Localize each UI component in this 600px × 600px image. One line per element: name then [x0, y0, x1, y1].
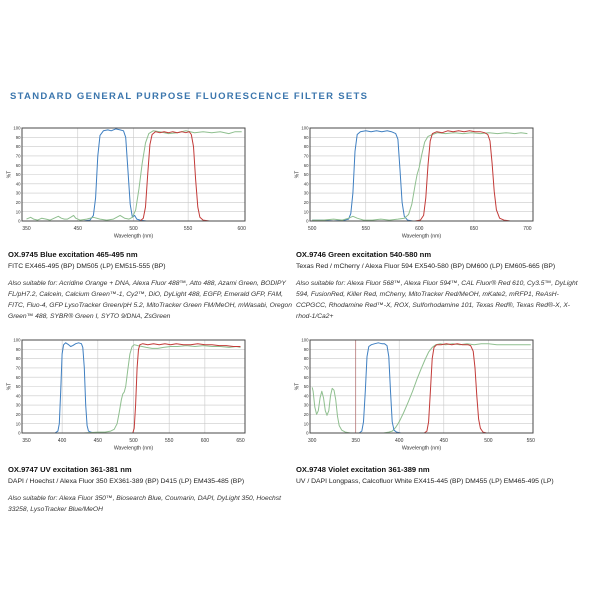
- svg-text:350: 350: [351, 438, 360, 444]
- svg-text:60: 60: [15, 374, 21, 380]
- svg-text:350: 350: [22, 438, 31, 444]
- svg-text:%T: %T: [6, 382, 13, 391]
- svg-text:10: 10: [303, 421, 309, 427]
- filter-set-heading: OX.9747 UV excitation 361-381 nm: [8, 465, 132, 474]
- svg-text:90: 90: [303, 346, 309, 352]
- filter-spec-line: Texas Red / mCherry / Alexa Fluor 594 EX540-580 (BP) DM600 (LP) EM605-665 (BP): [296, 263, 556, 270]
- svg-text:Wavelength (nm): Wavelength (nm): [113, 233, 154, 240]
- svg-text:70: 70: [15, 153, 21, 159]
- svg-text:70: 70: [303, 153, 309, 159]
- dichroic-longpass DM600: [312, 133, 527, 220]
- svg-text:350: 350: [22, 226, 31, 232]
- svg-text:300: 300: [308, 438, 317, 444]
- svg-text:60: 60: [303, 162, 309, 168]
- svg-text:650: 650: [236, 438, 245, 444]
- svg-text:90: 90: [15, 346, 21, 352]
- svg-text:450: 450: [439, 438, 448, 444]
- svg-text:10: 10: [15, 421, 21, 427]
- svg-text:100: 100: [13, 337, 21, 343]
- emission-bandpass EM515-555: [129, 132, 218, 221]
- svg-text:20: 20: [303, 200, 309, 205]
- svg-text:30: 30: [303, 190, 309, 196]
- svg-text:80: 80: [303, 144, 309, 150]
- svg-text:700: 700: [523, 226, 532, 232]
- filter-set-block-ox9745: [8, 250, 293, 322]
- svg-text:50: 50: [15, 172, 21, 178]
- svg-text:20: 20: [15, 200, 21, 205]
- also-suitable-text: Also suitable for: Acridine Orange + DNA, Alexa Fluor 488™, Atto 488, Azami Green, BODIPY FL/pH7.2, Calcein, Calcium Green™-1, Cy2™, DiO, DyLight 488, EGFP, Emerald GFP, FAM, FITC, Fluo-4, GFP LysoTracker Green/pH 5.2, MitoTracker Green FM/MeOH, mWasabi, Oregon Green™ 488, SYBR® Green I, SYTO 9/DNA, ZsGreen: [8, 280, 292, 320]
- svg-text:Wavelength (nm): Wavelength (nm): [113, 445, 154, 452]
- svg-text:450: 450: [93, 438, 102, 444]
- svg-text:650: 650: [469, 226, 479, 232]
- dichroic-longpass DM505: [27, 131, 242, 220]
- svg-text:0: 0: [306, 430, 309, 436]
- svg-text:450: 450: [73, 226, 82, 232]
- svg-text:Wavelength (nm): Wavelength (nm): [401, 233, 442, 240]
- svg-text:400: 400: [57, 438, 67, 444]
- filter-set-heading: OX.9745 Blue excitation 465-495 nm: [8, 250, 138, 259]
- svg-text:600: 600: [200, 438, 210, 444]
- svg-text:400: 400: [395, 438, 404, 444]
- svg-text:0: 0: [306, 218, 309, 224]
- svg-text:%T: %T: [294, 170, 301, 179]
- filter-set-block-ox9746: [296, 250, 583, 322]
- dichroic-longpass DM455: [312, 344, 531, 433]
- svg-text:40: 40: [303, 393, 309, 399]
- emission-longpass EM435-485: [128, 344, 241, 433]
- svg-text:40: 40: [15, 181, 21, 187]
- chart-canvas: [6, 335, 250, 457]
- svg-text:80: 80: [15, 356, 21, 362]
- svg-text:550: 550: [165, 438, 174, 444]
- svg-text:600: 600: [415, 226, 424, 232]
- svg-text:50: 50: [15, 384, 21, 390]
- svg-text:100: 100: [13, 125, 21, 131]
- svg-text:20: 20: [303, 412, 309, 417]
- filter-set-block-ox9748: [296, 465, 583, 494]
- svg-text:60: 60: [15, 162, 21, 168]
- svg-text:100: 100: [301, 337, 309, 343]
- svg-text:30: 30: [15, 190, 21, 196]
- svg-text:550: 550: [361, 226, 370, 232]
- also-suitable-text: Also suitable for: Alexa Fluor 350™, Biosearch Blue, Coumarin, DAPI, DyLight 350, Hoechst 33258, LysoTracker Blue/MeOH: [8, 495, 281, 513]
- svg-text:10: 10: [303, 209, 309, 215]
- svg-text:50: 50: [303, 384, 309, 390]
- chart-canvas: [294, 123, 538, 245]
- svg-text:20: 20: [15, 412, 21, 417]
- filter-spec-line: FITC EX465-495 (BP) DM505 (LP) EM515-555 (BP): [8, 263, 166, 270]
- svg-text:500: 500: [484, 438, 493, 444]
- also-suitable-text: Also suitable for: Alexa Fluor 568™, Alexa Fluor 594™, CAL Fluor® Red 610, Cy3.5™, DyLight 594, FusionRed, Killer Red, mCherry, MitoTracker Red/MeOH, mKate2, mRFP1, ReAsH-CCPGCC, Rhodamine Red™-X, ROX, Sulforhodamine 101, Texas Red®, Texas Red®-X, X-rhod-1/Ca2+: [296, 280, 578, 320]
- svg-text:60: 60: [303, 374, 309, 380]
- svg-text:Wavelength (nm): Wavelength (nm): [401, 445, 442, 452]
- spectra-chart-ox9746: [294, 123, 538, 245]
- chart-canvas: [6, 123, 250, 245]
- svg-text:%T: %T: [6, 170, 13, 179]
- svg-text:100: 100: [301, 125, 309, 131]
- svg-text:500: 500: [129, 226, 138, 232]
- svg-text:50: 50: [303, 172, 309, 178]
- svg-text:40: 40: [15, 393, 21, 399]
- svg-text:0: 0: [18, 218, 21, 224]
- svg-text:600: 600: [237, 226, 246, 232]
- filter-spec-line: UV / DAPI Longpass, Calcofluor White EX415-445 (BP) DM455 (LP) EM465-495 (LP): [296, 478, 554, 485]
- svg-text:30: 30: [303, 402, 309, 408]
- svg-text:70: 70: [15, 365, 21, 371]
- emission-bandpass EM605-665: [415, 131, 521, 221]
- svg-text:80: 80: [15, 144, 21, 150]
- spectra-chart-ox9748: [294, 335, 538, 457]
- spectra-chart-ox9747: [6, 335, 250, 457]
- svg-text:550: 550: [526, 438, 535, 444]
- filter-set-heading: OX.9748 Violet excitation 361-389 nm: [296, 465, 430, 474]
- filter-set-heading: OX.9746 Green excitation 540-580 nm: [296, 250, 432, 259]
- excitation-bandpass EX465-495: [27, 129, 147, 221]
- svg-text:10: 10: [15, 209, 21, 215]
- svg-text:0: 0: [18, 430, 21, 436]
- svg-text:550: 550: [183, 226, 193, 232]
- spectra-chart-ox9745: [6, 123, 250, 245]
- emission-bandpass EM465-495: [413, 344, 494, 433]
- chart-canvas: [294, 335, 538, 457]
- svg-text:80: 80: [303, 356, 309, 362]
- svg-text:40: 40: [303, 181, 309, 187]
- filter-spec-line: DAPI / Hoechst / Alexa Fluor 350 EX361-389 (BP) D415 (LP) EM435-485 (BP): [8, 478, 245, 485]
- svg-text:90: 90: [303, 134, 309, 140]
- filter-set-block-ox9747: [8, 465, 293, 516]
- svg-text:90: 90: [15, 134, 21, 140]
- page-title: STANDARD GENERAL PURPOSE FLUORESCENCE FILTER SETS: [10, 91, 369, 102]
- excitation-bandpass EX361-389: [27, 343, 102, 433]
- svg-text:%T: %T: [294, 382, 301, 391]
- svg-text:500: 500: [129, 438, 138, 444]
- svg-text:30: 30: [15, 402, 21, 408]
- svg-text:500: 500: [308, 226, 317, 232]
- svg-text:70: 70: [303, 365, 309, 371]
